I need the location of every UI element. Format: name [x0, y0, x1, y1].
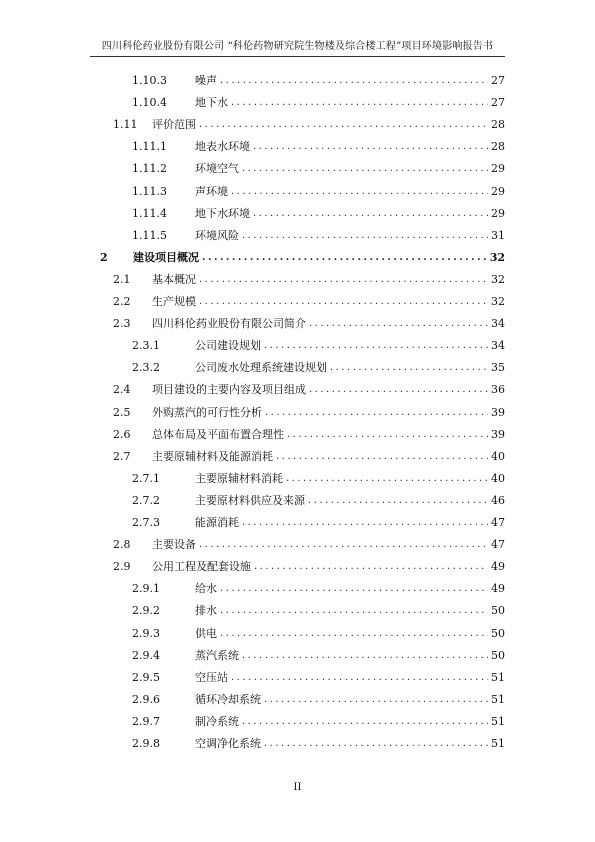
toc-entry-number: 1.11.5: [132, 228, 167, 242]
toc-leader-dots: [276, 450, 488, 464]
toc-entry[interactable]: [132, 183, 505, 199]
toc-entry-number: 2.8: [113, 538, 131, 552]
toc-leader-dots: [242, 715, 488, 729]
toc-entry-number: 2.2: [113, 295, 131, 308]
toc-entry-title: 公司废水处理系统建设规划: [195, 361, 327, 375]
toc-entry[interactable]: [132, 205, 505, 221]
toc-entry[interactable]: [132, 138, 505, 154]
toc-entry[interactable]: [132, 691, 505, 707]
toc-leader-dots: [199, 273, 488, 287]
toc-entry-title: 供电: [195, 626, 217, 640]
toc-entry-page: 49: [491, 582, 505, 596]
toc-leader-dots: [254, 560, 488, 574]
toc-leader-dots: [330, 361, 488, 375]
toc-entry[interactable]: [113, 404, 505, 420]
toc-entry-number: 2.9.8: [132, 737, 160, 750]
toc-entry-page: 29: [491, 206, 505, 220]
toc-entry-number: 2.9.1: [132, 582, 160, 596]
toc-entry-number: 2: [100, 250, 108, 264]
toc-entry-number: 2.9.3: [132, 626, 160, 640]
toc-leader-dots: [231, 671, 488, 685]
toc-entry[interactable]: [113, 426, 505, 442]
toc-entry[interactable]: [132, 669, 505, 685]
toc-entry[interactable]: [113, 558, 505, 574]
toc-entry[interactable]: [132, 359, 505, 375]
toc-entry-title: 排水: [195, 604, 217, 618]
toc-entry-page: 31: [491, 228, 505, 242]
toc-leader-dots: [199, 118, 488, 132]
toc-entry-title: 主要原辅材料及能源消耗: [152, 449, 273, 463]
toc-entry[interactable]: [132, 492, 505, 508]
toc-entry-title: 地下水: [195, 96, 228, 110]
toc-entry-number: 1.10.3: [132, 74, 167, 87]
toc-entry-title: 四川科伦药业股份有限公司简介: [152, 317, 306, 331]
toc-entry[interactable]: [132, 735, 505, 751]
toc-entry-title: 制冷系统: [195, 714, 239, 728]
toc-entry-title: 地表水环境: [195, 140, 250, 154]
toc-entry-title: 声环境: [195, 184, 228, 198]
toc-entry-page: 39: [491, 405, 505, 419]
toc-entry-number: 2.6: [113, 427, 131, 441]
toc-entry-number: 2.9.5: [132, 670, 160, 684]
toc-entry[interactable]: [132, 713, 505, 729]
toc-entry-title: 地下水环境: [195, 206, 250, 220]
toc-entry-number: 1.11.3: [132, 184, 167, 198]
toc-entry-title: 环境风险: [195, 228, 239, 242]
toc-leader-dots: [231, 185, 488, 199]
toc-leader-dots: [286, 472, 488, 486]
toc-entry-title: 主要原材料供应及来源: [195, 493, 305, 507]
toc-entry-title: 蒸汽系统: [195, 648, 239, 662]
toc-entry[interactable]: [132, 647, 505, 663]
toc-entry-page: 46: [491, 493, 505, 507]
toc-leader-dots: [253, 207, 488, 221]
toc-entry-number: 2.5: [113, 405, 131, 419]
toc-entry-page: 29: [491, 184, 505, 198]
toc-leader-dots: [242, 649, 488, 663]
toc-leader-dots: [202, 251, 487, 265]
toc-leader-dots: [264, 737, 488, 751]
toc-entry-page: 32: [491, 295, 505, 308]
toc-leader-dots: [253, 140, 488, 154]
toc-entry-number: 1.11.4: [132, 206, 167, 220]
toc-entry-title: 空调净化系统: [195, 737, 261, 750]
toc-entry-number: 2.1: [113, 272, 131, 286]
toc-entry-title: 公司建设规划: [195, 339, 261, 353]
toc-leader-dots: [220, 604, 488, 618]
toc-entry-number: 1.11: [113, 118, 138, 132]
toc-entry-title: 噪声: [195, 74, 217, 87]
toc-entry-page: 28: [491, 140, 505, 154]
toc-entry[interactable]: [113, 293, 505, 309]
toc-entry-title: 给水: [195, 582, 217, 596]
toc-entry-page: 49: [491, 560, 505, 574]
toc-entry-page: 40: [491, 471, 505, 485]
toc-leader-dots: [309, 317, 488, 331]
toc-entry[interactable]: [113, 381, 505, 397]
toc-entry-number: 2.9.6: [132, 692, 160, 706]
toc-entry-number: 1.11.2: [132, 162, 167, 176]
toc-entry-number: 2.9: [113, 560, 131, 574]
toc-entry-title: 公用工程及配套设施: [152, 560, 251, 574]
toc-leader-dots: [242, 162, 488, 176]
toc-entry[interactable]: [132, 514, 505, 530]
toc-entry-number: 2.3.1: [132, 339, 160, 353]
toc-entry-number: 2.7.2: [132, 493, 160, 507]
toc-leader-dots: [287, 428, 488, 442]
toc-leader-dots: [220, 627, 488, 641]
toc-entry-page: 32: [491, 272, 505, 286]
toc-entry-number: 2.7: [113, 449, 131, 463]
toc-entry-page: 27: [491, 96, 505, 110]
toc-entry[interactable]: [100, 249, 505, 265]
toc-entry-number: 2.3: [113, 317, 131, 331]
toc-entry-number: 2.9.7: [132, 714, 160, 728]
toc-entry-page: 29: [491, 162, 505, 176]
toc-entry-title: 项目建设的主要内容及项目组成: [152, 383, 306, 397]
toc-entry-page: 34: [491, 317, 505, 331]
toc-leader-dots: [242, 516, 488, 530]
toc-entry[interactable]: [132, 580, 505, 596]
toc-entry-title: 评价范围: [152, 118, 196, 132]
toc-leader-dots: [264, 339, 488, 353]
toc-entry-number: 2.7.3: [132, 516, 160, 529]
toc-entry[interactable]: [132, 602, 505, 618]
toc-entry[interactable]: [132, 625, 505, 641]
toc-entry-number: 2.3.2: [132, 361, 160, 375]
toc-entry-page: 50: [491, 626, 505, 640]
toc-entry-title: 主要设备: [152, 538, 196, 552]
toc-entry[interactable]: [113, 116, 505, 132]
toc-entry-page: 51: [491, 714, 505, 728]
toc-entry[interactable]: [132, 94, 505, 110]
toc-entry-page: 50: [491, 648, 505, 662]
toc-entry-number: 1.11.1: [132, 140, 167, 154]
page-number: II: [293, 782, 302, 793]
toc-entry-number: 2.7.1: [132, 471, 160, 485]
toc-leader-dots: [265, 406, 488, 420]
toc-entry-page: 34: [491, 339, 505, 353]
toc-entry-number: 2.9.4: [132, 648, 160, 662]
toc-entry-page: 40: [491, 449, 505, 463]
toc-entry[interactable]: [113, 448, 505, 464]
toc-entry[interactable]: [132, 470, 505, 486]
toc-entry-title: 循环冷却系统: [195, 692, 261, 706]
toc-entry-title: 外购蒸汽的可行性分析: [152, 405, 262, 419]
toc-entry-title: 基本概况: [152, 272, 196, 286]
toc-entry-number: 2.9.2: [132, 604, 160, 618]
toc-entry-page: 35: [491, 361, 505, 375]
toc-entry[interactable]: [113, 315, 505, 331]
toc-entry-title: 建设项目概况: [133, 250, 199, 264]
toc-leader-dots: [264, 693, 488, 707]
toc-leader-dots: [231, 96, 488, 110]
toc-entry[interactable]: [132, 337, 505, 353]
toc-entry-page: 39: [491, 427, 505, 441]
toc-entry-title: 生产规模: [152, 295, 196, 308]
toc-entry-page: 47: [491, 516, 505, 529]
toc-entry-page: 51: [491, 670, 505, 684]
toc-entry-page: 36: [491, 383, 505, 397]
toc-leader-dots: [199, 538, 488, 552]
toc-leader-dots: [242, 229, 488, 243]
toc-entry-number: 1.10.4: [132, 96, 167, 110]
toc-entry-title: 环境空气: [195, 162, 239, 176]
toc-entry-title: 空压站: [195, 670, 228, 684]
toc-entry-page: 51: [491, 737, 505, 750]
toc-entry-page: 51: [491, 692, 505, 706]
toc-leader-dots: [309, 383, 488, 397]
toc-leader-dots: [199, 295, 488, 309]
toc-entry-page: 32: [489, 250, 505, 264]
toc-entry[interactable]: [113, 271, 505, 287]
toc-leader-dots: [220, 582, 488, 596]
toc-leader-dots: [308, 494, 488, 508]
toc-entry-title: 总体布局及平面布置合理性: [152, 427, 284, 441]
toc-entry[interactable]: [132, 72, 505, 88]
toc-entry-title: 主要原辅材料消耗: [195, 471, 283, 485]
toc-entry-page: 47: [491, 538, 505, 552]
toc-entry-page: 28: [491, 118, 505, 132]
page-header: 四川科伦药业股份有限公司 “科伦药物研究院生物楼及综合楼工程”项目环境影响报告书: [90, 37, 505, 57]
toc-entry[interactable]: [132, 160, 505, 176]
toc-entry-number: 2.4: [113, 383, 131, 397]
toc-entry[interactable]: [132, 227, 505, 243]
toc-entry-title: 能源消耗: [195, 516, 239, 529]
toc-entry[interactable]: [113, 536, 505, 552]
toc-leader-dots: [220, 74, 488, 88]
toc-entry-page: 50: [491, 604, 505, 618]
toc-entry-page: 27: [491, 74, 505, 87]
